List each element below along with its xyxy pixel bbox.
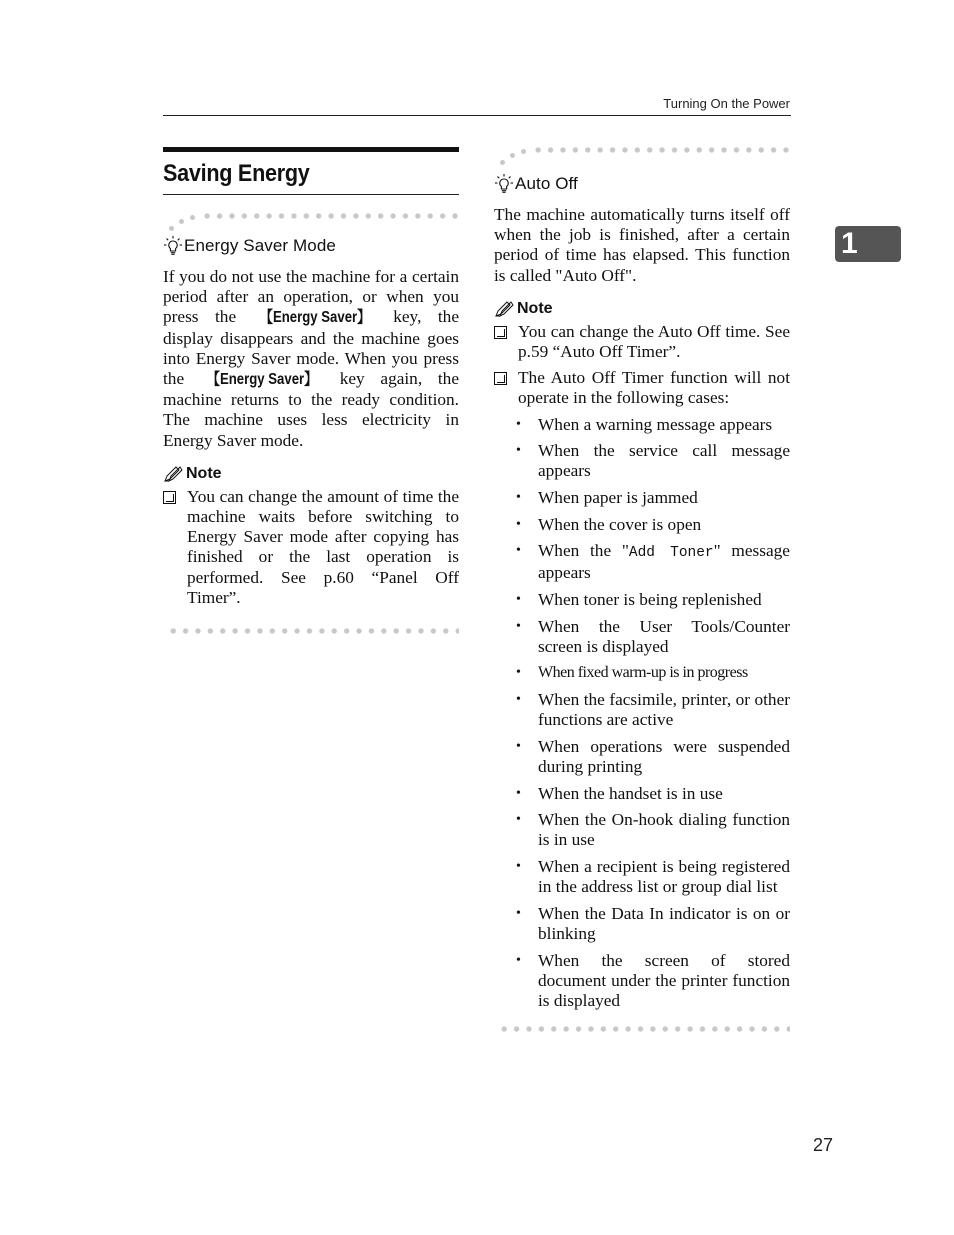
hint-title: Auto Off [515, 174, 578, 193]
list-item: • When the "Add Toner" message appears [516, 541, 790, 583]
list-item: • When a warning message appears [516, 414, 773, 434]
hint-heading [163, 235, 459, 257]
checkbox-icon [494, 372, 507, 385]
hint-dots-bottom [498, 1026, 790, 1032]
hint-heading [494, 173, 790, 195]
add-toner-message: Add Toner [628, 545, 714, 562]
auto-off-paragraph: The machine automatically turns itself off when the job is finished, after a certain period of time has elapsed. This function is called "Auto Off". [494, 205, 790, 285]
note-item: You can change the Auto Off time. See p.59 “Auto Off Timer”. [494, 322, 790, 362]
list-item: • When fixed warm-up is in progress [516, 664, 748, 682]
auto-off-exceptions-list [516, 415, 790, 1012]
energy-saver-paragraph: If you do not use the machine for a certain period after an operation, or when you press the 【Energy Saver】 key, the display disappears and the machine goes into Energy Saver mode. When you press the 【Energy Saver】 key again, the machine returns to the ready condition. The machine uses less electricity in Energy Saver mode. [163, 267, 459, 450]
hint-dots-bottom [167, 628, 459, 634]
note-heading [494, 300, 790, 318]
section-top-rule [163, 147, 459, 152]
list-item: • When the Data In indicator is on or blinking [516, 903, 790, 943]
note-item: The Auto Off Timer function will not operate in the following cases: [494, 368, 790, 408]
chapter-tab: 1 [835, 226, 901, 262]
energy-saver-key: 【Energy Saver】 [259, 309, 370, 327]
list-item: • When toner is being replenished [516, 590, 762, 609]
page-number: 27 [813, 1135, 834, 1155]
hint-dots-top [163, 213, 459, 235]
lightbulb-icon [163, 235, 183, 257]
note-heading [163, 465, 459, 483]
hint-dots-top [494, 147, 790, 169]
list-item: • When the cover is open [516, 514, 702, 534]
checkbox-icon [494, 326, 507, 339]
section-title: Saving Energy [163, 160, 310, 187]
list-item: • When the On-hook dialing function is in use [516, 810, 790, 850]
list-item: • When the User Tools/Counter screen is displayed [516, 616, 790, 656]
list-item: • When the handset is in use [516, 783, 723, 803]
list-item: • When the screen of stored document under the printer function is displayed [516, 950, 790, 1010]
list-item: • When the service call message appears [516, 441, 790, 481]
note-item: You can change the amount of time the machine waits before switching to Energy Saver mode after copying has finished or the last operation is performed. See p.60 “Panel Off Timer”. [163, 487, 459, 608]
header-rule [163, 115, 791, 116]
pencil-icon [494, 300, 514, 318]
right-column [494, 147, 790, 1032]
list-item: • When paper is jammed [516, 488, 698, 508]
energy-saver-key-2: 【Energy Saver】 [206, 371, 318, 389]
list-item: • When a recipient is being registered in the address list or group dial list [516, 856, 790, 897]
list-item: • When the facsimile, printer, or other functions are active [516, 689, 790, 730]
note-title: Note [517, 299, 553, 317]
list-item: • When operations were suspended during printing [516, 736, 790, 776]
pencil-icon [163, 465, 183, 483]
hint-title: Energy Saver Mode [184, 236, 336, 255]
lightbulb-icon [494, 173, 514, 195]
running-header: Turning On the Power [663, 96, 790, 111]
checkbox-icon [163, 491, 176, 504]
note-title: Note [186, 464, 222, 482]
left-column [163, 147, 459, 634]
